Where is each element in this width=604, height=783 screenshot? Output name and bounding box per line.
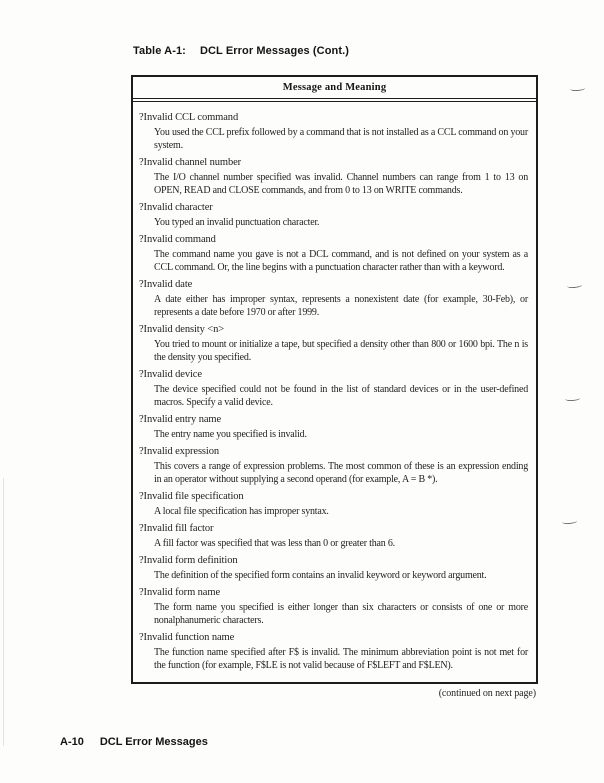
table-row — [139, 490, 528, 518]
error-message: ?Invalid command — [139, 234, 216, 245]
error-message: ?Invalid form name — [139, 587, 221, 598]
error-message: ?Invalid expression — [139, 446, 220, 457]
table-row — [139, 554, 528, 582]
margin-mark — [567, 282, 582, 288]
error-meaning: The form name you specified is either longer than six characters or consists of one or more nonalphanumeric characters. — [154, 602, 528, 626]
table-row — [139, 233, 528, 274]
error-meaning: The command name you gave is not a DCL command, and is not defined on your system as a CCL command. Or, the line begins with a punctuation character rather than with a keyword. — [154, 249, 528, 273]
error-meaning: You tried to mount or initialize a tape, but specified a density other than 800 or 1600 bpi. The n is the density you specified. — [154, 339, 528, 363]
footer-page-number: A-10 — [60, 736, 84, 748]
error-message: ?Invalid density <n> — [139, 324, 225, 335]
error-message: ?Invalid character — [139, 202, 213, 213]
error-message: ?Invalid device — [139, 369, 202, 380]
table-row — [139, 201, 528, 229]
error-message: ?Invalid channel number — [139, 157, 242, 168]
page-footer — [60, 736, 208, 748]
table-caption-label: Table A-1: — [133, 45, 186, 57]
table-row — [139, 323, 528, 364]
error-entries — [133, 102, 536, 672]
table-row — [139, 413, 528, 441]
table-caption-title: DCL Error Messages (Cont.) — [199, 45, 350, 57]
error-message: ?Invalid entry name — [139, 414, 222, 425]
error-message: ?Invalid CCL command — [139, 112, 239, 123]
table-caption — [133, 45, 349, 57]
error-meaning: You typed an invalid punctuation character. — [154, 217, 320, 228]
continued-note: (continued on next page) — [438, 688, 536, 699]
error-messages-table — [131, 75, 538, 684]
table-row — [139, 368, 528, 409]
error-message: ?Invalid file specification — [139, 491, 244, 502]
error-meaning: The definition of the specified form contains an invalid keyword or keyword argument. — [154, 570, 487, 581]
error-meaning: This covers a range of expression problems. The most common of these is an expression ending in an operator without supplying a second operand (for example, A = B *). — [154, 461, 528, 485]
error-meaning: The entry name you specified is invalid. — [154, 429, 307, 440]
error-message: ?Invalid form definition — [139, 555, 238, 566]
margin-mark — [565, 395, 580, 401]
error-message: ?Invalid fill factor — [139, 523, 214, 534]
error-meaning: The function name specified after F$ is invalid. The minimum abbreviation point is not met for the function (for example, F$LE is not valid because of F$LEFT and F$LEN). — [154, 647, 528, 671]
margin-mark — [562, 518, 577, 524]
error-meaning: You used the CCL prefix followed by a command that is not installed as a CCL command on your system. — [154, 127, 528, 151]
table-column-header: Message and Meaning — [133, 77, 536, 99]
error-meaning: The I/O channel number specified was invalid. Channel numbers can range from 1 to 13 on OPEN, READ and CLOSE commands, and from 0 to 13 on WRITE commands. — [154, 172, 528, 196]
table-row — [139, 156, 528, 197]
table-row — [139, 278, 528, 319]
error-meaning: A local file specification has improper syntax. — [154, 506, 329, 517]
error-meaning: A date either has improper syntax, represents a nonexistent date (for example, 30-Feb), or represents a date before 1970 or after 1999. — [154, 294, 528, 318]
table-row — [139, 631, 528, 672]
scan-artifact-line — [3, 478, 4, 746]
table-row — [139, 111, 528, 152]
error-meaning: A fill factor was specified that was less than 0 or greater than 6. — [154, 538, 395, 549]
margin-mark — [570, 85, 585, 91]
table-row — [139, 445, 528, 486]
table-row — [139, 522, 528, 550]
error-message: ?Invalid date — [139, 279, 193, 290]
error-message: ?Invalid function name — [139, 632, 235, 643]
table-row — [139, 586, 528, 627]
error-meaning: The device specified could not be found in the list of standard devices or in the user-defined macros. Specify a valid device. — [154, 384, 528, 408]
footer-section-title: DCL Error Messages — [99, 736, 208, 748]
